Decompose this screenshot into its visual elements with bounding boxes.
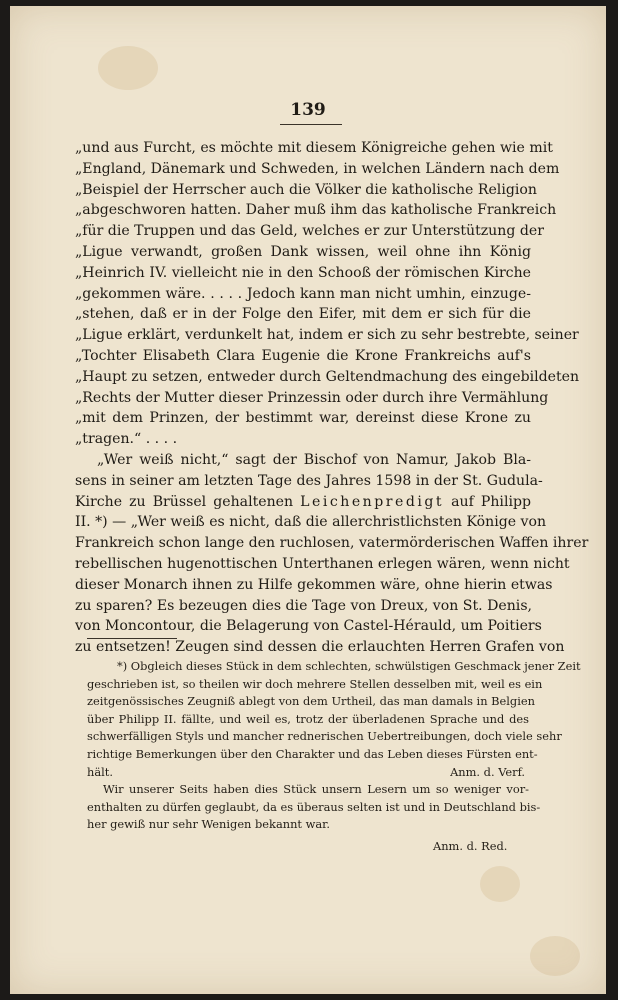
text-fragment: Kirche zu Brüssel gehaltenen [75,493,294,510]
text-line: „Tochter Elisabeth Clara Eugenie die Krone Frankreichs auf's [75,347,531,364]
spaced-word: Leichenpredigt [300,493,445,510]
footnote-line-with-sign [87,764,529,782]
text-line: II. *) — „Wer weiß es nicht, daß die allerchristlichsten Könige von [75,514,547,531]
paper-stain [98,46,158,90]
text-line: zu entsetzen! Zeugen sind dessen die erlauchten Herren Grafen von [75,639,565,656]
footnote-line: schwerfälligen Styls und mancher rednerischen Uebertreibungen, doch viele sehr [87,729,562,744]
footnote-text: hält. [87,764,113,779]
text-line: sens in seiner am letzten Tage des Jahres 1598 in der St. Gudula- [75,472,543,489]
text-line: „Rechts der Mutter dieser Prinzessin oder durch ihre Vermählung [75,389,549,406]
page-number: 139 [290,100,326,120]
footnote-line: zeitgenössisches Zeugniß ablegt von dem Urtheil, das man damals in Belgien [87,694,535,709]
text-line: „und aus Furcht, es möchte mit diesem Königreiche gehen wie mit [75,140,553,156]
footnote-rule [87,638,177,639]
page-number-rule [280,124,342,125]
paper-stain [480,866,520,902]
text-line: „für die Truppen und das Geld, welches er zur Unterstützung der [75,223,544,240]
text-line: „stehen, daß er in der Folge den Eifer, mit dem er sich für die [75,306,531,323]
main-text [75,138,589,658]
footnote-line: Wir unserer Seits haben dies Stück unsern Lesern um so weniger vor- [103,782,529,797]
text-line: „Beispiel der Herrscher auch die Völker die katholische Religion [75,181,537,198]
text-line: „gekommen wäre. . . . . Jedoch kann man nicht umhin, einzuge- [75,285,531,302]
text-line: zu sparen? Es bezeugen dies die Tage von Dreux, von St. Denis, [75,597,533,614]
text-line: „England, Dänemark und Schweden, in welchen Ländern nach dem [75,160,560,177]
footnote-line: geschrieben ist, so theilen wir doch mehrere Stellen desselben mit, weil es ein [87,676,543,691]
text-line: „Ligue verwandt, großen Dank wissen, weil ohne ihn König [75,243,531,260]
text-line: „Wer weiß nicht,“ sagt der Bischof von Namur, Jakob Bla- [97,451,531,468]
author-signature: Anm. d. Verf. [450,764,525,779]
text-line: rebellischen hugenottischen Unterthanen erlegen wären, wenn nicht [75,555,570,572]
editor-signature: Anm. d. Red. [433,838,508,853]
text-line: „tragen.“ . . . . [75,431,178,448]
footnotes [87,658,581,856]
paper-stain [530,936,580,976]
text-line: von Moncontour, die Belagerung von Castel-Hérauld, um Poitiers [75,618,542,635]
text-line: Frankreich schon lange den ruchlosen, vatermörderischen Waffen ihrer [75,535,589,552]
text-line: „abgeschworen hatten. Daher muß ihm das katholische Frankreich [75,202,557,219]
footnote-line: richtige Bemerkungen über den Charakter und das Leben dieses Fürsten ent- [87,746,538,761]
text-line-spaced [75,492,531,513]
footnote-line: über Philipp II. fällte, und weil es, trotz der überladenen Sprache und des [87,711,529,726]
text-line: dieser Monarch ihnen zu Hilfe gekommen wäre, ohne hierin etwas [75,576,553,593]
book-page [10,6,606,994]
text-line: „Haupt zu setzen, entweder durch Geltendmachung des eingebildeten [75,368,580,385]
text-line: „Ligue erklärt, verdunkelt hat, indem er sich zu sehr bestrebte, seiner [75,327,579,344]
text-fragment: auf Philipp [451,493,531,510]
text-line: „Heinrich IV. vielleicht nie in den Schooß der römischen Kirche [75,264,531,281]
text-line: „mit dem Prinzen, der bestimmt war, dereinst diese Krone zu [75,410,531,427]
footnote-line: *) Obgleich dieses Stück in dem schlechten, schwülstigen Geschmack jener Zeit [117,659,581,673]
footnote-line: her gewiß nur sehr Wenigen bekannt war. [87,817,330,832]
footnote-line: enthalten zu dürfen geglaubt, da es überaus selten ist und in Deutschland bis- [87,799,541,814]
